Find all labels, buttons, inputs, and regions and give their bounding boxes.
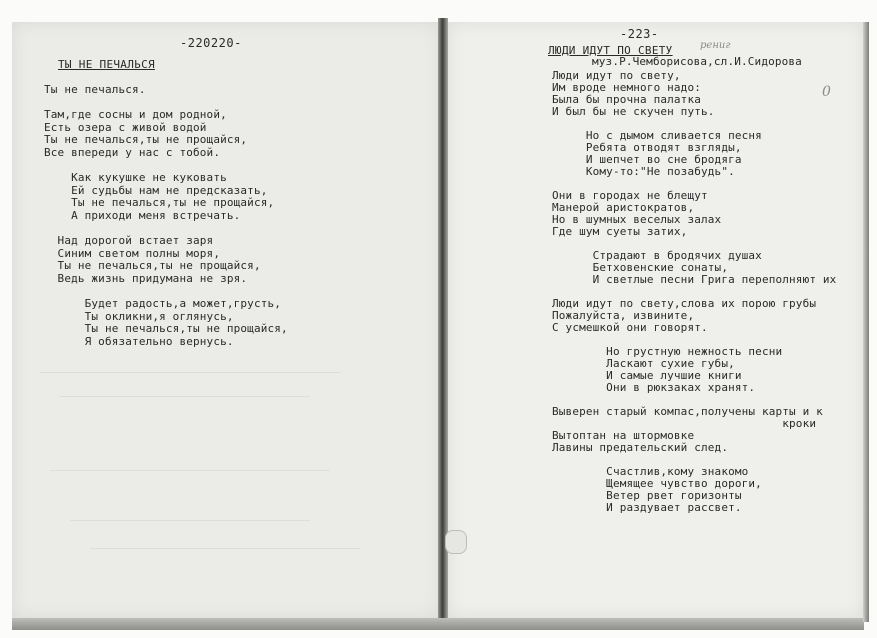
song-credits: муз.Р.Чемборисова,сл.И.Сидорова xyxy=(592,55,802,68)
right-song-title: ЛЮДИ ИДУТ ПО СВЕТУ xyxy=(548,44,673,57)
lyric-line: Ведь жизнь придумана не зря. xyxy=(44,272,248,285)
left-song-title: ТЫ НЕ ПЕЧАЛЬСЯ xyxy=(58,58,155,71)
lyric-line: С усмешкой они говорят. xyxy=(552,321,708,334)
binding-clip xyxy=(445,530,467,554)
lyric-line: Кому-то:"Не позабудь". xyxy=(552,165,735,178)
lyric-line: Была бы прочна палатка xyxy=(552,93,701,106)
lyric-line: Ты окликни,я оглянусь, xyxy=(44,309,234,323)
page-right-edge xyxy=(863,22,869,622)
left-page-number: -220220- xyxy=(180,36,242,50)
lyric-line: А приходи меня встречать. xyxy=(44,209,241,222)
lyric-line: Но с дымом сливается песня xyxy=(552,129,762,142)
lyric-line: Лавины предательский след. xyxy=(552,441,729,454)
bleed-through-mark xyxy=(90,548,360,549)
lyric-line: И раздувает рассвет. xyxy=(552,501,742,514)
lyric-line: Люди идут по свету, xyxy=(552,69,681,82)
bleed-through-mark xyxy=(40,372,340,373)
lyric-line: И светлые песни Грига переполняют их xyxy=(552,273,837,286)
lyric-line: Бетховенские сонаты, xyxy=(552,261,729,274)
lyric-line: Ребята отводят взгляды, xyxy=(552,141,742,154)
lyric-line: Но грустную нежность песни xyxy=(552,345,783,358)
lyric-line: Ветер рвет горизонты xyxy=(552,489,742,502)
lyric-line: Как кукушке не куковать xyxy=(44,171,227,185)
lyric-line: Ты не печалься,ты не прощайся, xyxy=(44,133,248,147)
right-page-number: -223- xyxy=(620,27,659,41)
lyric-line: Счастлив,кому знакомо xyxy=(552,465,749,478)
lyric-line: Они в рюкзаках хранят. xyxy=(552,381,756,394)
lyric-line: И шепчет во сне бродяга xyxy=(552,153,742,166)
lyric-line: И был бы не скучен путь. xyxy=(552,105,715,118)
lyric-line: Все впереди у нас с тобой. xyxy=(44,146,221,159)
lyric-line: кроки xyxy=(552,417,817,430)
lyric-line: Ты не печалься,ты не прощайся, xyxy=(44,259,261,273)
lyric-line: Страдают в бродячих душах xyxy=(552,249,762,262)
page-bottom-edge xyxy=(12,618,864,630)
lyric-line: Вытоптан на штормовке xyxy=(552,429,695,442)
lyric-line: Ласкают сухие губы, xyxy=(552,357,735,370)
lyric-line: Синим светом полны моря, xyxy=(44,246,221,260)
lyric-line: Там,где сосны и дом родной, xyxy=(44,108,227,122)
lyric-line: И самые лучшие книги xyxy=(552,369,742,382)
bleed-through-mark xyxy=(60,396,310,397)
bleed-through-mark xyxy=(70,520,310,521)
lyric-line: Ты не печалься,ты не прощайся, xyxy=(44,196,275,210)
handwritten-note: рениг xyxy=(700,40,731,51)
lyric-line: Будет радость,а может,грусть, xyxy=(44,297,282,311)
lyric-line: Люди идут по свету,слова их порою грубы xyxy=(552,297,817,310)
lyric-line: Я обязательно вернусь. xyxy=(44,335,234,348)
lyric-line: Им вроде немного надо: xyxy=(552,81,701,94)
lyric-line: Над дорогой встает заря xyxy=(44,234,214,248)
lyric-line: Выверен старый компас,получены карты и к xyxy=(552,405,823,418)
lyric-line: Ей судьбы нам не предсказать, xyxy=(44,183,268,197)
margin-mark: 0 xyxy=(822,84,831,100)
lyric-line: Есть озера с живой водой xyxy=(44,120,207,134)
lyric-line: Где шум суеты затих, xyxy=(552,225,688,238)
bleed-through-mark xyxy=(50,470,330,471)
lyric-line: Ты не печалься,ты не прощайся, xyxy=(44,322,288,336)
lyric-line: Щемящее чувство дороги, xyxy=(552,477,762,490)
lyric-line: Манерой аристократов, xyxy=(552,201,695,214)
lyric-line: Они в городах не блещут xyxy=(552,189,708,202)
lyric-line: Пожалуйста, извините, xyxy=(552,309,695,322)
lyric-line: Но в шумных веселых залах xyxy=(552,213,722,226)
lyric-line: Ты не печалься. xyxy=(44,83,146,96)
